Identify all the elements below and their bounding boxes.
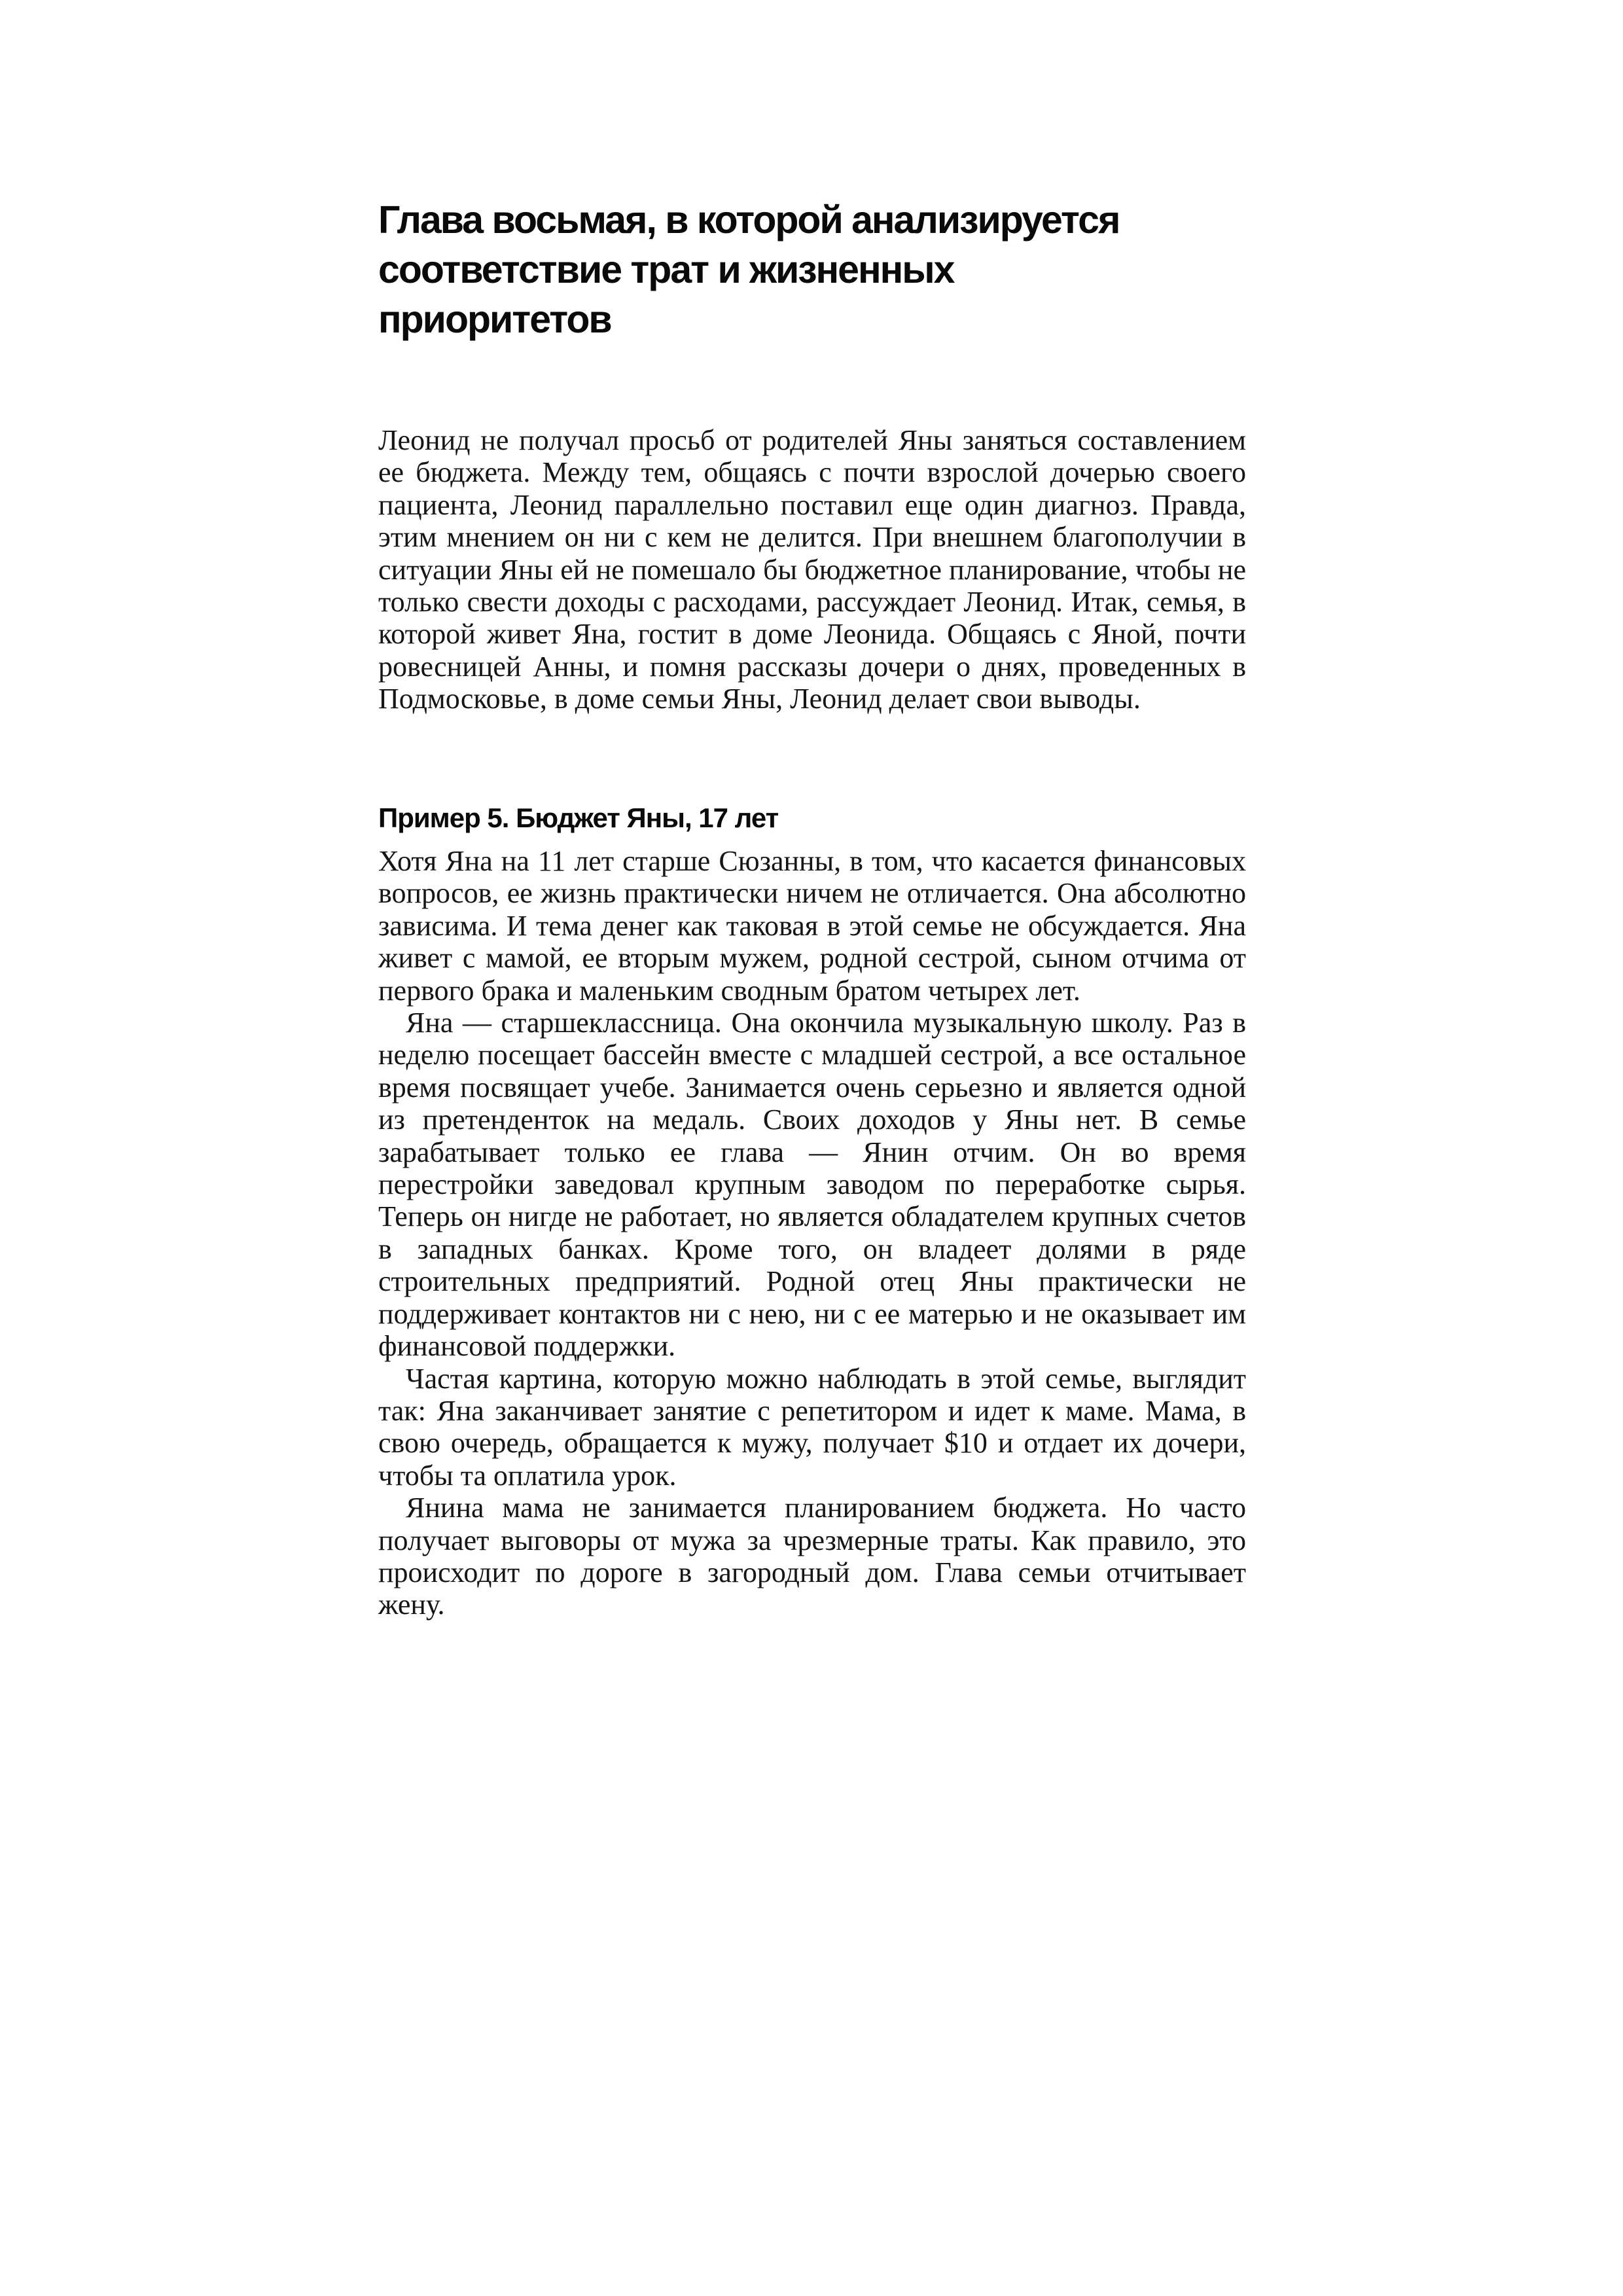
example-paragraph: Частая картина, которую можно наблюдать в этой семье, выглядит так: Яна заканчивает занятие с репетитором и идет к маме. Мама, в свою очередь, обращается к мужу, получает $10 и отдает их дочери, чтобы та оплатила урок.: [378, 1362, 1246, 1492]
chapter-title: [378, 195, 1294, 344]
chapter-title-line: приоритетов: [378, 298, 611, 341]
chapter-title-line: соответствие трат и жизненных: [378, 248, 954, 291]
example-heading: Пример 5. Бюджет Яны, 17 лет: [378, 802, 779, 833]
intro-section: [378, 424, 1246, 715]
example-paragraph: Яна — старшеклассница. Она окончила музыкальную школу. Раз в неделю посещает бассейн вместе с младшей сестрой, а все остальное время посвящает учебе. Занимается очень серьезно и является одной из претенденток на медаль. Своих доходов у Яны нет. В семье зарабатывает только ее глава — Янин отчим. Он во время перестройки заведовал крупным заводом по переработке сырья. Теперь он нигде не работает, но является обладателем крупных счетов в западных банках. Кроме того, он владеет долями в ряде строительных предприятий. Родной отец Яны практически не поддерживает контактов ни с нею, ни с ее матерью и не оказывает им финансовой поддержки.: [378, 1007, 1246, 1363]
chapter-title-line: Глава восьмая, в которой анализируется: [378, 198, 1120, 242]
example-paragraph: Янина мама не занимается планированием бюджета. Но часто получает выговоры от мужа за чрезмерные траты. Как правило, это происходит по дороге в загородный дом. Глава семьи отчитывает жену.: [378, 1492, 1246, 1621]
intro-paragraph: Леонид не получал просьб от родителей Яны заняться составлением ее бюджета. Между тем, общаясь с почти взрослой дочерью своего пациента, Леонид параллельно поставил еще один диагноз. Правда, этим мнением он ни с кем не делится. При внешнем благополучии в ситуации Яны ей не помешало бы бюджетное планирование, чтобы не только свести доходы с расходами, рассуждает Леонид. Итак, семья, в которой живет Яна, гостит в доме Леонида. Общаясь с Яной, почти ровесницей Анны, и помня рассказы дочери о днях, проведенных в Подмосковье, в доме семьи Яны, Леонид делает свои выводы.: [378, 424, 1246, 715]
example-paragraph: Хотя Яна на 11 лет старше Сюзанны, в том, что касается финансовых вопросов, ее жизнь практически ничем не отличается. Она абсолютно зависима. И тема денег как таковая в этой семье не обсуждается. Яна живет с мамой, ее вторым мужем, родной сестрой, сыном отчима от первого брака и маленьким сводным братом четырех лет.: [378, 845, 1246, 1007]
example-section: [378, 845, 1246, 1621]
